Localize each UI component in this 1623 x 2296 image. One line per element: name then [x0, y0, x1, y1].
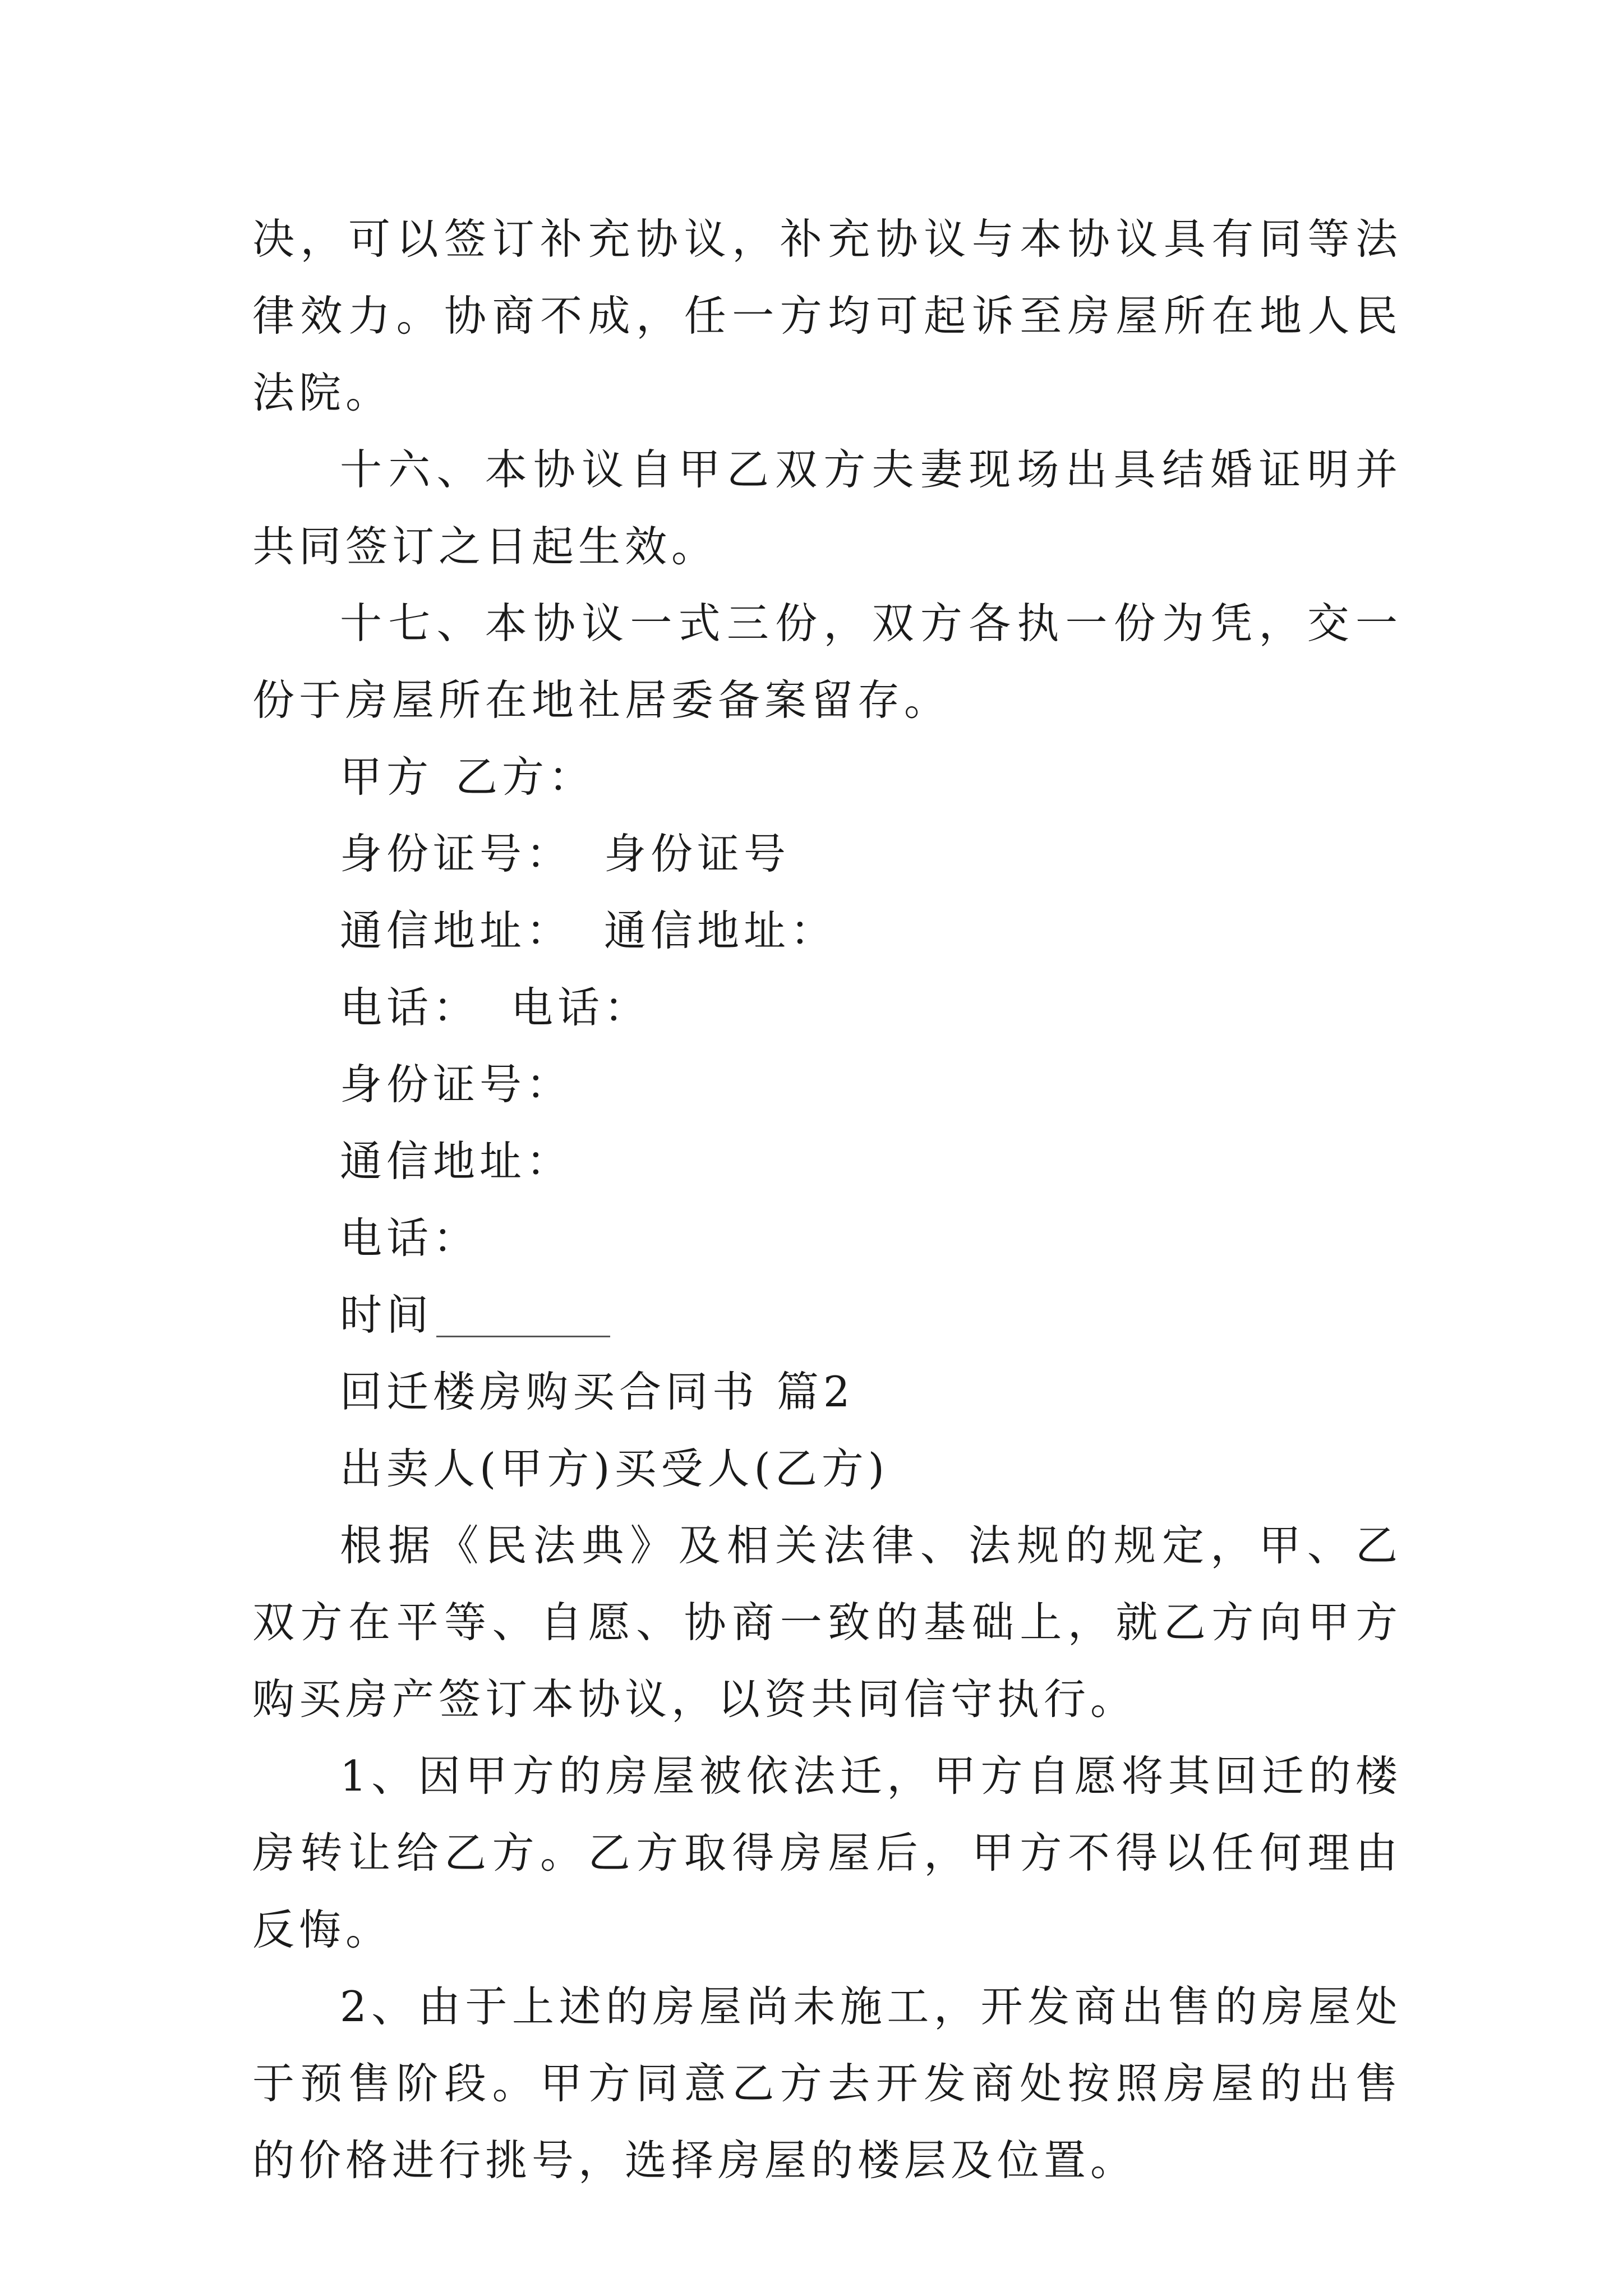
clause-16: 十六、本协议自甲乙双方夫妻现场出具结婚证明并共同签订之日起生效。	[252, 445, 1402, 571]
time-blank-line	[436, 1291, 610, 1337]
signature-id-extra: 身份证号：	[340, 1060, 573, 1109]
id-b-label: 身份证号	[604, 829, 791, 878]
party-b-label: 乙方：	[455, 752, 596, 802]
phone-b-label: 电话：	[511, 983, 651, 1032]
signature-phone-row	[252, 969, 1402, 1046]
phone-a-label: 电话：	[340, 983, 480, 1032]
id-a-label: 身份证号：	[340, 829, 573, 878]
signature-parties	[252, 739, 1402, 816]
signature-address-row	[252, 892, 1402, 969]
time-label: 时间	[340, 1290, 434, 1340]
clause-17: 十七、本协议一式三份，双方各执一份为凭，交一份于房屋所在地社居委备案留存。	[252, 599, 1402, 725]
body-paragraph-1: 1、因甲方的房屋被依法迁，甲方自愿将其回迁的楼房转让给乙方。乙方取得房屋后，甲方不得以任何理由反悔。	[252, 1751, 1402, 1954]
signature-id-row	[252, 816, 1402, 892]
address-a-label: 通信地址：	[340, 906, 573, 955]
document-content	[252, 201, 1402, 2199]
parties-line: 出卖人(甲方)买受人(乙方)	[340, 1444, 889, 1493]
party-a-label: 甲方	[340, 752, 434, 802]
paragraph-continuation: 决，可以签订补充协议，补充协议与本协议具有同等法律效力。协商不成，任一方均可起诉至房屋所在地人民法院。	[252, 214, 1402, 417]
section-title: 回迁楼房购买合同书 篇2	[340, 1367, 855, 1416]
signature-address-extra: 通信地址：	[340, 1137, 573, 1186]
signature-time-row	[252, 1277, 1402, 1354]
signature-phone-extra: 电话：	[340, 1213, 480, 1263]
body-paragraph-2: 2、由于上述的房屋尚未施工，开发商出售的房屋处于预售阶段。甲方同意乙方去开发商处按照房屋的出售的价格进行挑号，选择房屋的楼层及位置。	[252, 1982, 1402, 2185]
address-b-label: 通信地址：	[604, 906, 837, 955]
body-paragraph-intro: 根据《民法典》及相关法律、法规的规定，甲、乙双方在平等、自愿、协商一致的基础上，就乙方向甲方购买房产签订本协议，以资共同信守执行。	[252, 1521, 1402, 1724]
